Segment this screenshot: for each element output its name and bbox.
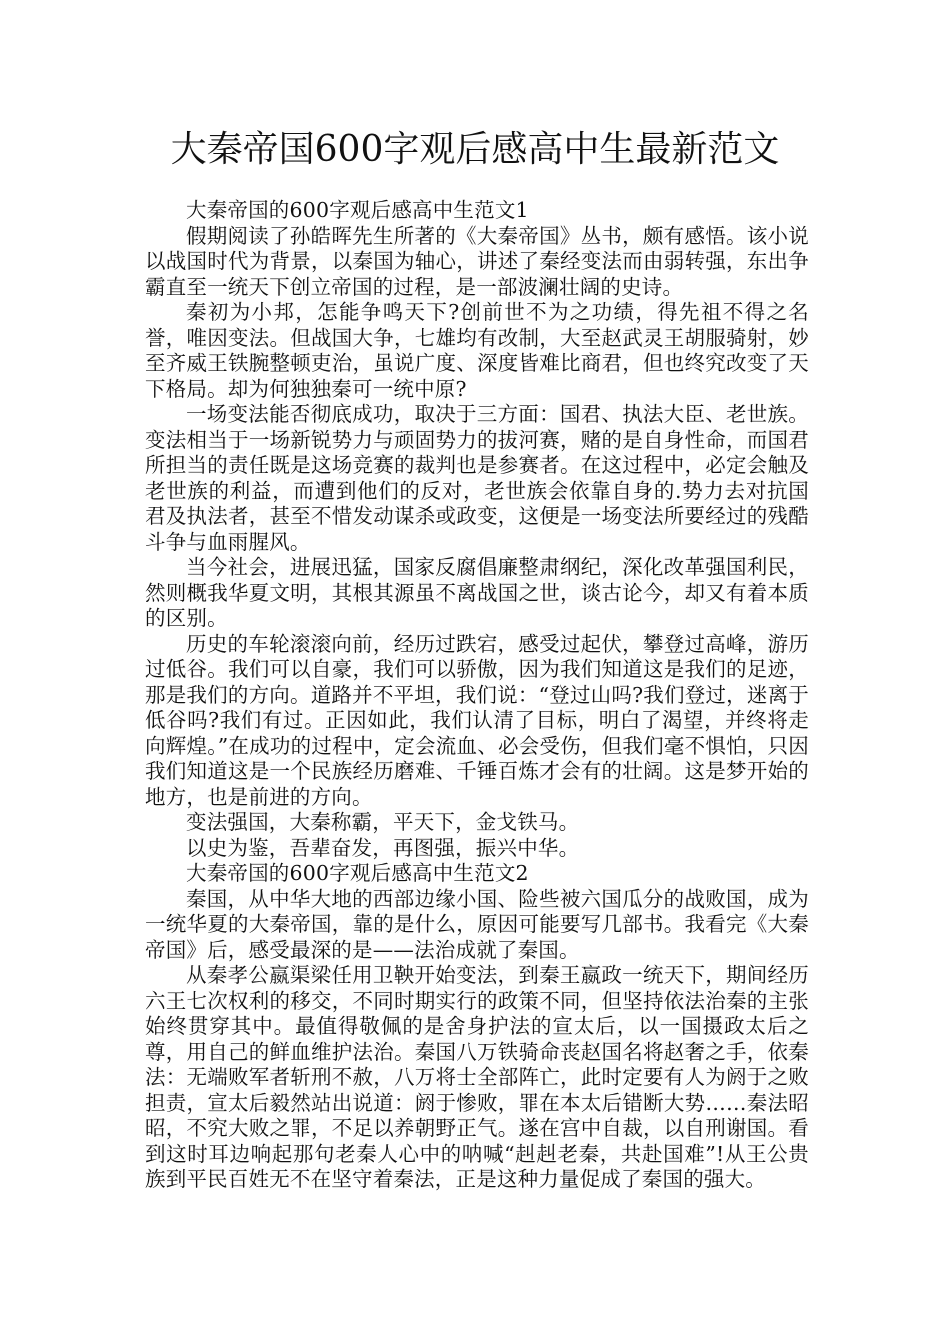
paragraph: 假期阅读了孙皓晖先生所著的《大秦帝国》丛书，颇有感悟。该小说以战国时代为背景，以秦国为轴心，讲述了秦经变法而由弱转强，东出争霸直至一统天下创立帝国的过程，是一部波澜壮阔的史诗。 bbox=[145, 223, 809, 299]
paragraph: 一场变法能否彻底成功，取决于三方面：国君、执法大臣、老世族。变法相当于一场新锐势力与顽固势力的拔河赛，赌的是自身性命，而国君所担当的责任既是这场竞赛的裁判也是参赛者。在这过程中，必定会触及老世族的利益，而遭到他们的反对，老世族会依靠自身的.势力去对抗国君及执法者，甚至不惜发动谋杀或政变，这便是一场变法所要经过的残酷斗争与血雨腥风。 bbox=[145, 402, 809, 554]
heading-essay-2: 大秦帝国的600字观后感高中生范文2 bbox=[186, 861, 529, 885]
paragraph: 历史的车轮滚滚向前，经历过跌宕，感受过起伏，攀登过高峰，游历过低谷。我们可以自豪，我们可以骄傲，因为我们知道这是我们的足迹，那是我们的方向。道路并不平坦，我们说：“登过山吗?我们登过，迷离于低谷吗?我们有过。正因如此，我们认清了目标，明白了渴望，并终将走向辉煌。”在成功的过程中，定会流血、必会受伤，但我们毫不惧怕，只因我们知道这是一个民族经历磨难、千锤百炼才会有的壮阔。这是梦开始的地方，也是前进的方向。 bbox=[145, 631, 809, 809]
paragraph: 从秦孝公嬴渠梁任用卫鞅开始变法，到秦王嬴政一统天下，期间经历六王七次权利的移交，不同时期实行的政策不同，但坚持依法治秦的主张始终贯穿其中。最值得敬佩的是舍身护法的宣太后，以一国摄政太后之尊，用自己的鲜血维护法治。秦国八万铁骑命丧赵国名将赵奢之手，依秦法：无端败军者斩刑不赦，八万将士全部阵亡，此时定要有人为阏于之败担责，宣太后毅然站出说道：阏于惨败，罪在本太后错断大势……秦法昭昭，不究大败之罪，不足以养朝野正气。遂在宫中自裁，以自刑谢国。看到这时耳边响起那句老秦人心中的呐喊“赳赳老秦，共赴国难”!从王公贵族到平民百姓无不在坚守着秦法，正是这种力量促成了秦国的强大。 bbox=[145, 963, 809, 1191]
document-title: 大秦帝国600字观后感高中生最新范文 bbox=[170, 129, 780, 170]
paragraph: 以史为鉴，吾辈奋发，再图强，振兴中华。 bbox=[186, 835, 580, 860]
document-body bbox=[145, 198, 809, 1193]
paragraph: 当今社会，进展迅猛，国家反腐倡廉整肃纲纪，深化改革强国利民，然则概我华夏文明，其根其源虽不离战国之世，谈古论今，却又有着本质的区别。 bbox=[145, 555, 809, 630]
paragraph: 秦国，从中华大地的西部边缘小国、险些被六国瓜分的战败国，成为一统华夏的大秦帝国，靠的是什么，原因可能要写几部书。我看完《大秦帝国》后，感受最深的是——法治成就了秦国。 bbox=[145, 886, 809, 962]
paragraph: 变法强国，大秦称霸，平天下，金戈铁马。 bbox=[186, 810, 580, 834]
paragraph: 秦初为小邦，怎能争鸣天下?创前世不为之功绩，得先祖不得之名誉，唯因变法。但战国大争，七雄均有改制，大至赵武灵王胡服骑射，妙至齐威王铁腕整顿吏治，虽说广度、深度皆难比商君，但也终究改变了天下格局。却为何独独秦可一统中原? bbox=[145, 300, 809, 401]
heading-essay-1: 大秦帝国的600字观后感高中生范文1 bbox=[186, 198, 529, 222]
